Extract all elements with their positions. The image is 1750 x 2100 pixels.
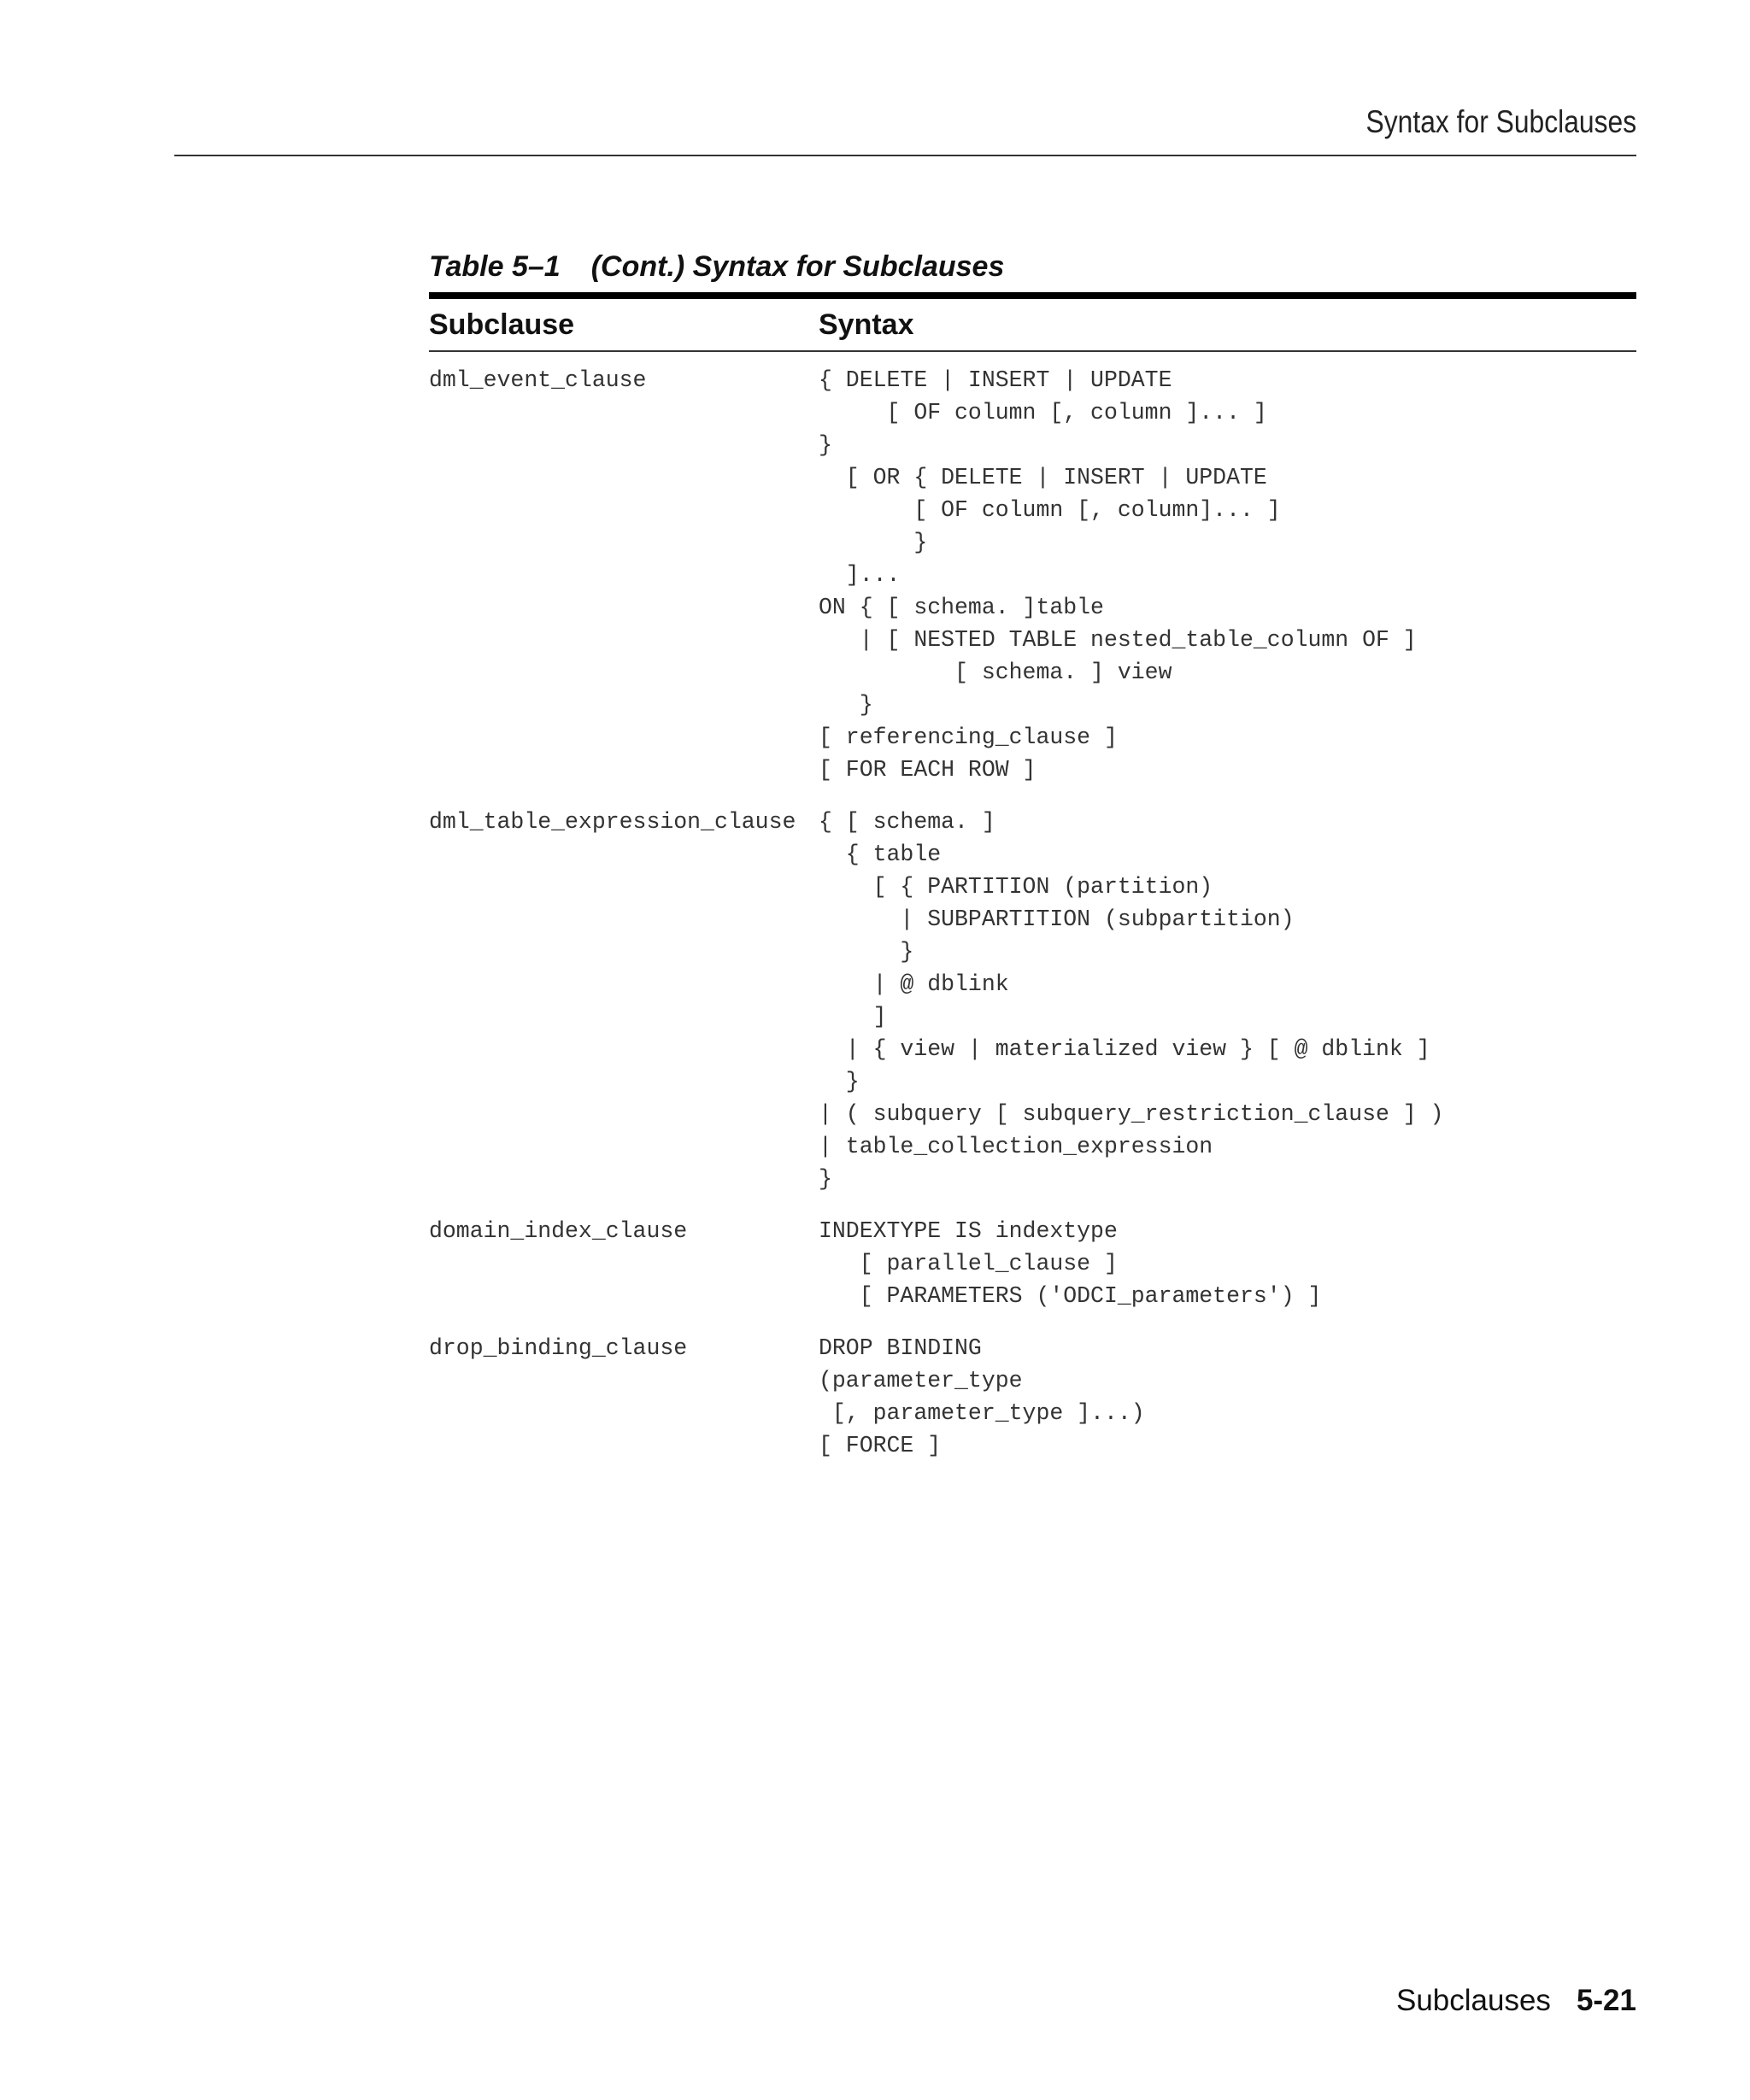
page-footer xyxy=(1396,1984,1636,2018)
subclause-name: drop_binding_clause xyxy=(429,1335,688,1361)
table-header-row xyxy=(429,299,1636,352)
table-row xyxy=(429,806,1636,1195)
table-body xyxy=(429,352,1636,1462)
table-row xyxy=(429,1215,1636,1312)
subclause-syntax: DROP BINDING (parameter_type [, parameter_type ]...) [ FORCE ] xyxy=(819,1335,1145,1458)
page-number: 5-21 xyxy=(1576,1984,1636,2017)
subclause-name: dml_table_expression_clause xyxy=(429,809,796,835)
column-header-subclause: Subclause xyxy=(429,308,575,341)
caption-rule xyxy=(429,292,1636,299)
table-row xyxy=(429,364,1636,786)
table-caption-title: (Cont.) Syntax for Subclauses xyxy=(590,250,1005,283)
header-rule xyxy=(174,155,1636,156)
subclause-name: domain_index_clause xyxy=(429,1218,688,1244)
running-header: Syntax for Subclauses xyxy=(1365,104,1636,139)
subclause-syntax: { DELETE | INSERT | UPDATE [ OF column [, column ]... ] } [ OR { DELETE | INSERT | UPDATE [ OF column [, column]... ] } ]... ON { [ schema. ]table | [ NESTED TABLE nested_table_column OF ] [ schema. ] view } [ referencing_clause ] [ FOR EACH ROW ] xyxy=(819,367,1417,783)
footer-section: Subclauses xyxy=(1395,1984,1551,2017)
table-caption-number: Table 5–1 xyxy=(429,250,561,283)
subclause-name: dml_event_clause xyxy=(429,367,647,393)
table-row xyxy=(429,1332,1636,1462)
subclause-syntax: { [ schema. ] { table [ { PARTITION (partition) | SUBPARTITION (subpartition) } | @ dblink ] | { view | materialized view } [ @ dblink ] } | ( subquery [ subquery_restriction_clause ] ) | table_collection_expression } xyxy=(819,809,1444,1192)
table-caption xyxy=(429,248,1636,290)
column-header-syntax: Syntax xyxy=(819,308,914,341)
syntax-table xyxy=(429,248,1636,1481)
subclause-syntax: INDEXTYPE IS indextype [ parallel_clause ] [ PARAMETERS ('ODCI_parameters') ] xyxy=(819,1218,1322,1309)
